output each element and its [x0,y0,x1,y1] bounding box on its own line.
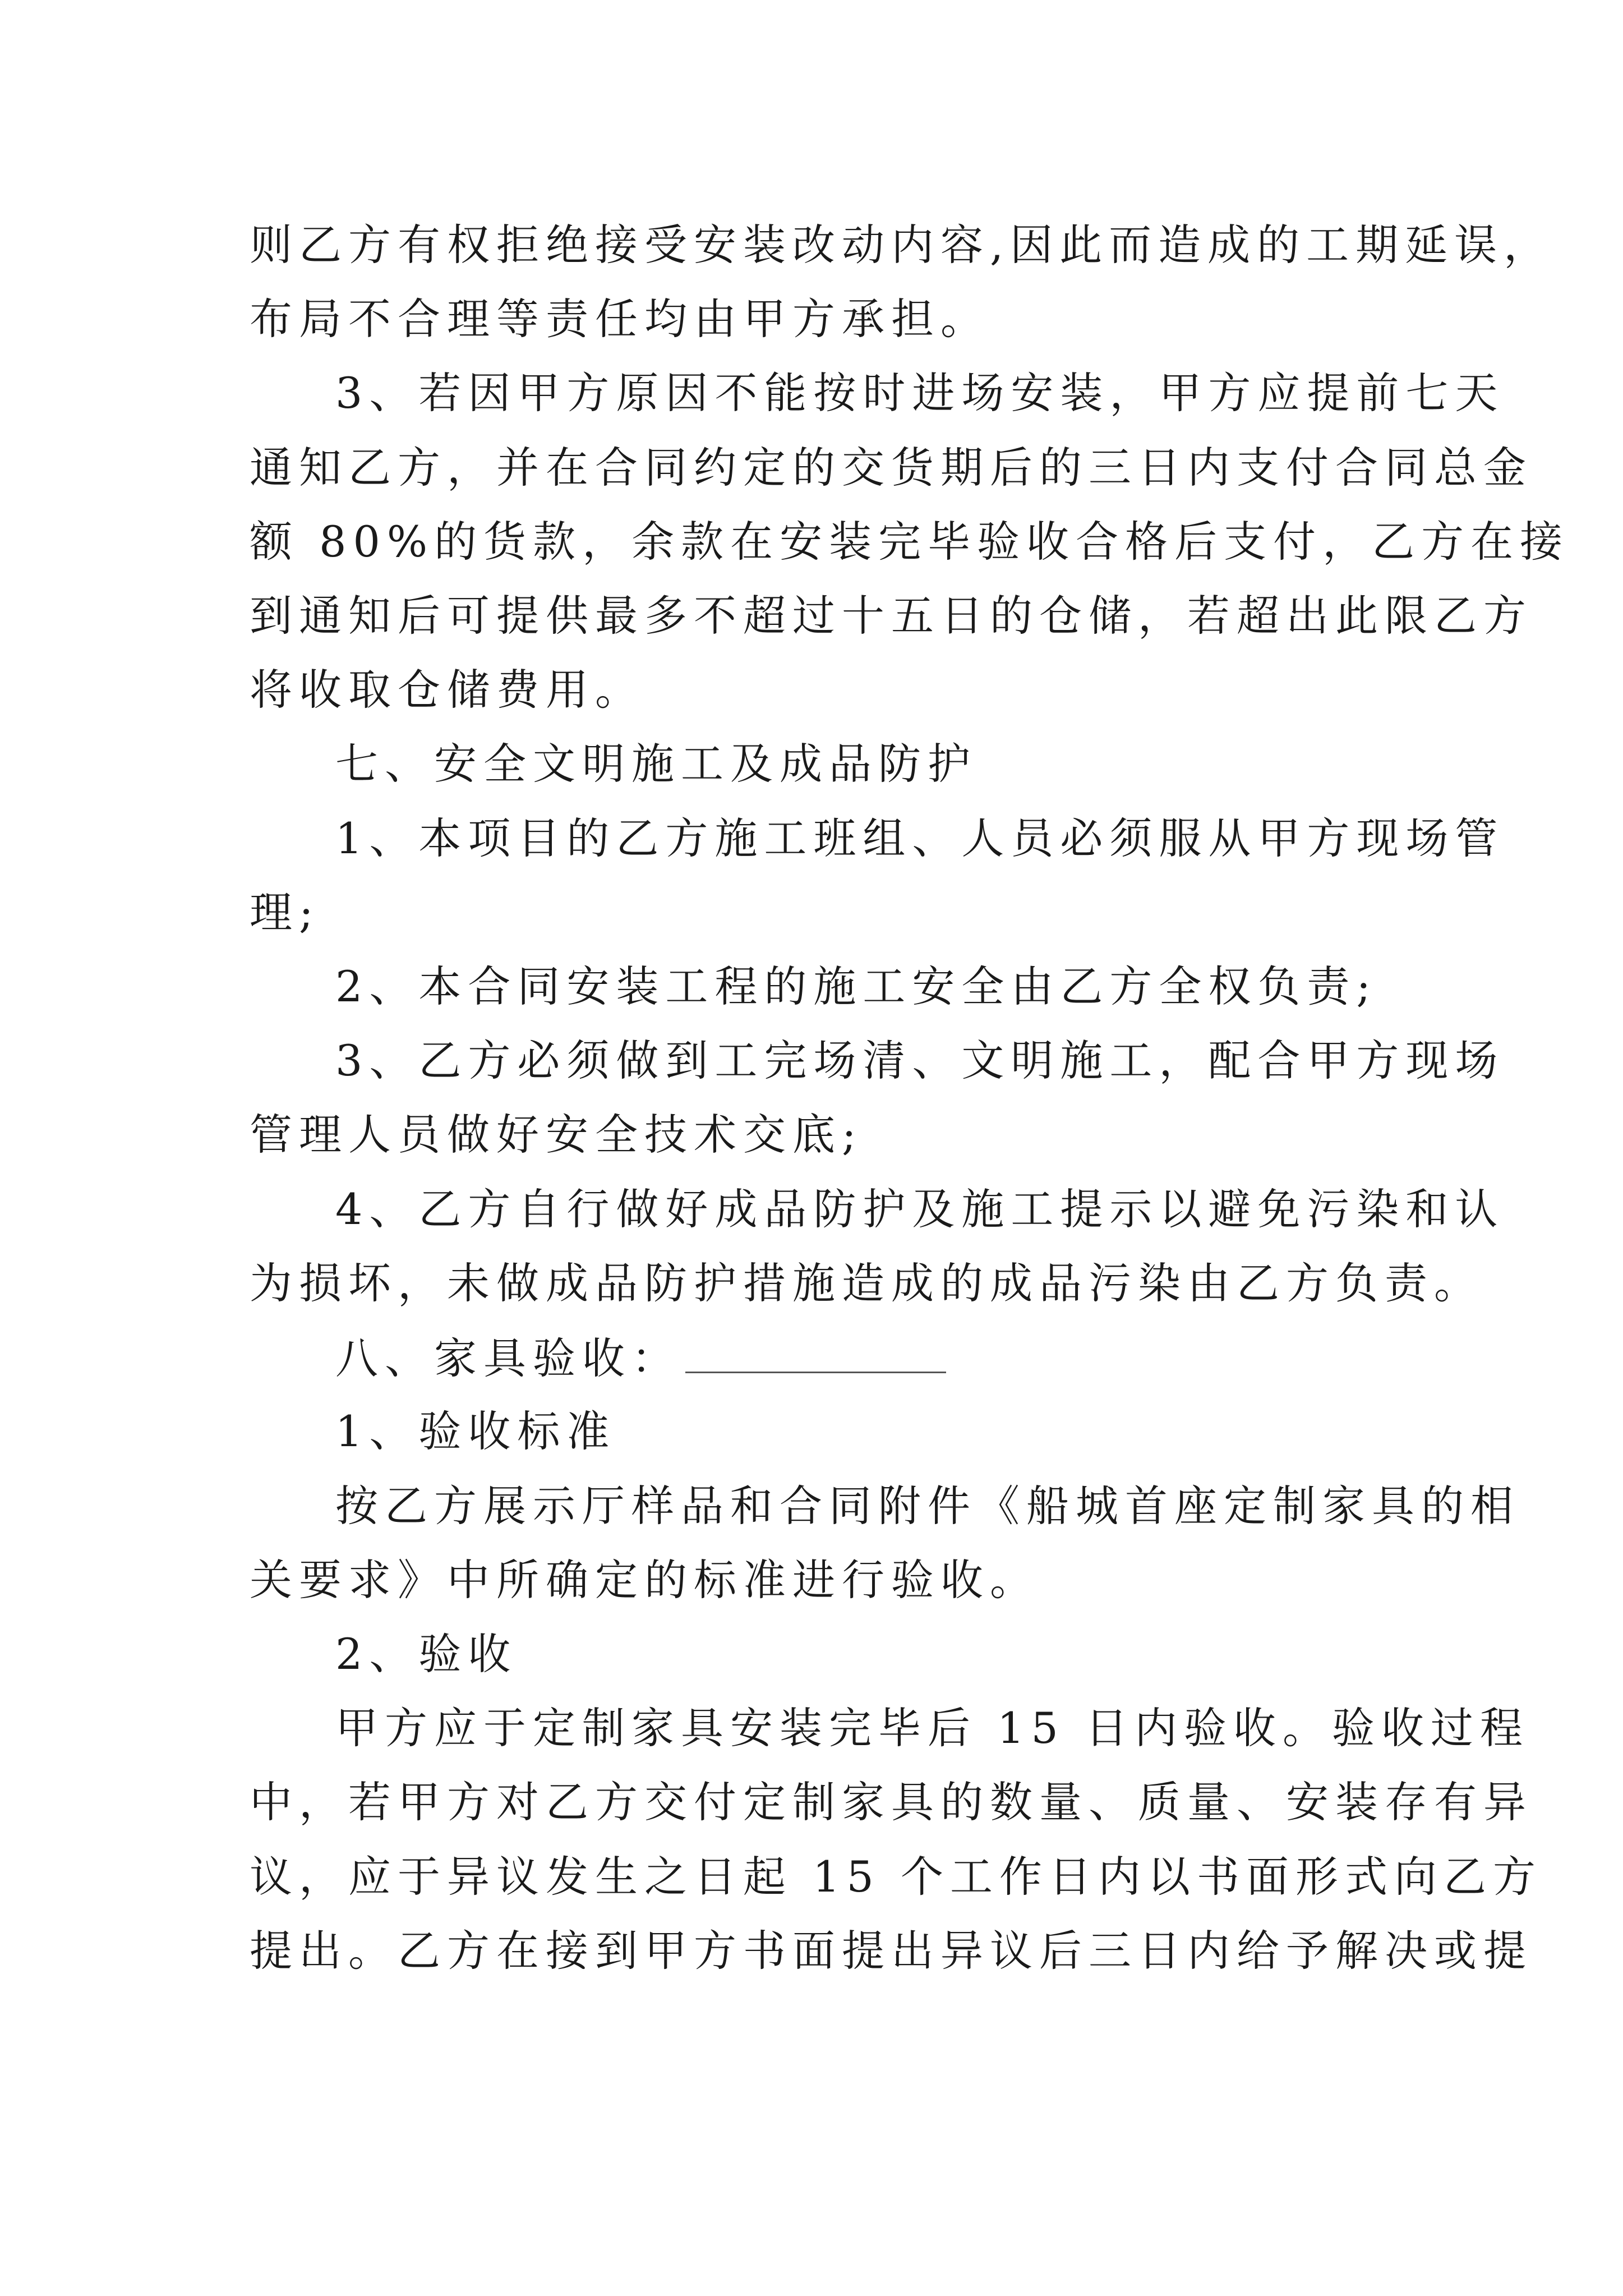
text-line: 到通知后可提供最多不超过十五日的仓储，若超出此限乙方 [250,591,1533,641]
text-line: 管理人员做好安全技术交底; [250,1110,863,1159]
text-line: 额 80%的货款，余款在安装完毕验收合格后支付，乙方在接 [250,517,1570,567]
section-heading: 七、安全文明施工及成品防护 [335,739,977,789]
text-line: 3、若因甲方原因不能按时进场安装，甲方应提前七天 [335,368,1505,418]
text-line: 中，若甲方对乙方交付定制家具的数量、质量、安装存有异 [250,1777,1533,1827]
text-line: 4、乙方自行做好成品防护及施工提示以避免污染和认 [335,1184,1505,1234]
section-heading: 八、家具验收： [335,1333,681,1383]
subsection-heading: 1、验收标准 [335,1406,616,1456]
text-line: 通知乙方，并在合同约定的交货期后的三日内支付合同总金 [250,443,1533,493]
text-line: 将收取仓储费用。 [250,665,644,715]
subsection-heading: 2、验收 [335,1629,518,1679]
text-line: 则乙方有权拒绝接受安装改动内容,因此而造成的工期延误， [250,220,1553,270]
text-line: 2、本合同安装工程的施工安全由乙方全权负责; [335,961,1377,1011]
text-line: 议，应于异议发生之日起 15 个工作日内以书面形式向乙方 [250,1852,1543,1902]
fill-in-blank[interactable] [685,1332,946,1373]
text-line: 为损坏，未做成品防护措施造成的成品污染由乙方负责。 [250,1258,1483,1308]
text-line: 按乙方展示厅样品和合同附件《船城首座定制家具的相 [335,1481,1520,1531]
section-heading-with-blank [335,1332,946,1383]
text-line: 提出。乙方在接到甲方书面提出异议后三日内给予解决或提 [250,1926,1533,1976]
text-line: 布局不合理等责任均由甲方承担。 [250,294,990,344]
text-line: 1、本项目的乙方施工班组、人员必须服从甲方现场管 [335,813,1505,863]
text-line: 甲方应于定制家具安装完毕后 15 日内验收。验收过程 [335,1703,1530,1753]
text-line: 3、乙方必须做到工完场清、文明施工，配合甲方现场 [335,1036,1505,1085]
text-line: 理; [250,887,320,937]
text-line: 关要求》中所确定的标准进行验收。 [250,1555,1039,1605]
